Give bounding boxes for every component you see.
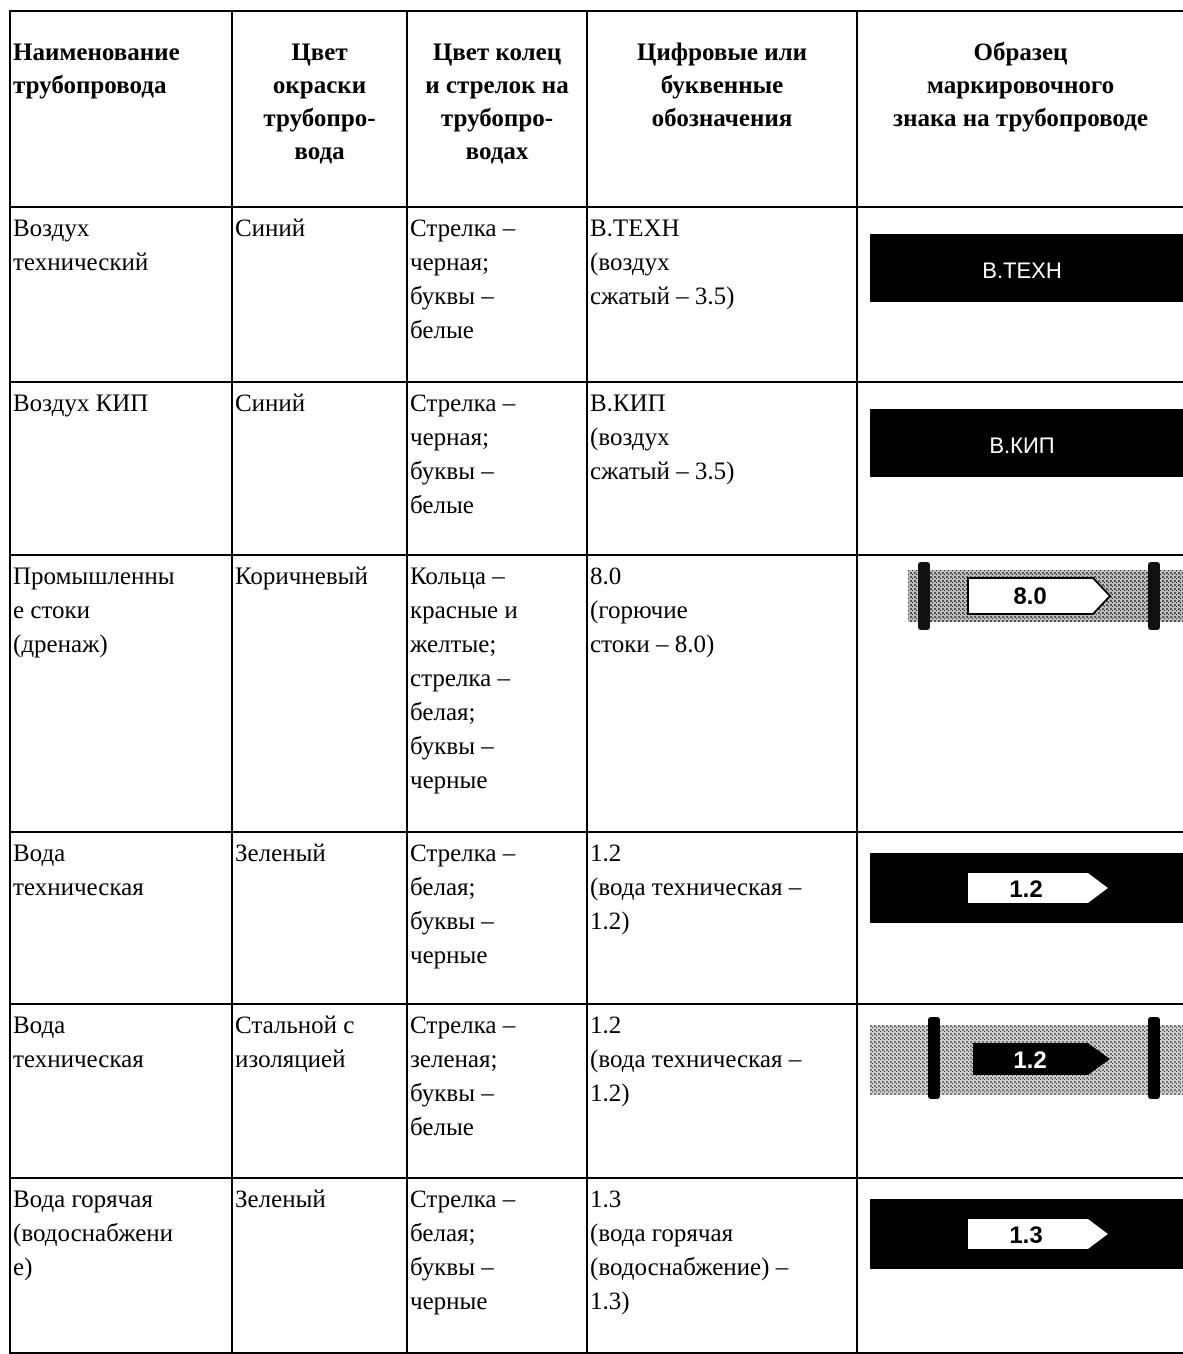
marking-sign-image [858, 1005, 1183, 1175]
pipeline-color: Стальной с изоляцией [232, 1004, 407, 1178]
sign-label: В.КИП [989, 433, 1055, 458]
designation: В.ТЕХН (воздух сжатый – 3.5) [587, 207, 857, 382]
rings-arrows-color: Стрелка – белая; буквы – черные [407, 1178, 587, 1353]
pipeline-name: Вода техническая [10, 832, 232, 1004]
sample-sign-cell [857, 1004, 1183, 1178]
table-row [10, 1004, 1183, 1178]
sign-label: 8.0 [1013, 583, 1047, 610]
table-row [10, 832, 1183, 1004]
rings-arrows-color: Стрелка – белая; буквы – черные [407, 832, 587, 1004]
pipeline-marking-table [9, 10, 1183, 1354]
column-header-name: Наименование трубопровода [10, 11, 232, 207]
header-row [10, 11, 1183, 207]
pipeline-color: Синий [232, 382, 407, 555]
pipeline-name: Воздух технический [10, 207, 232, 382]
pipeline-name: Вода горячая (водоснабжени е) [10, 1178, 232, 1353]
sign-label: 1.2 [1013, 1047, 1047, 1074]
marking-sign-image [858, 833, 1183, 1003]
table-row [10, 555, 1183, 832]
sign-label: В.ТЕХН [982, 258, 1062, 283]
table-row [10, 382, 1183, 555]
pipeline-color: Синий [232, 207, 407, 382]
column-header-rings: Цвет колец и стрелок на трубопро- водах [407, 11, 587, 207]
column-header-designation: Цифровые или буквенные обозначения [587, 11, 857, 207]
pipeline-color: Зеленый [232, 1178, 407, 1353]
pipeline-color: Зеленый [232, 832, 407, 1004]
designation: 8.0 (горючие стоки – 8.0) [587, 555, 857, 832]
marking-sign-image [858, 208, 1183, 378]
table-row [10, 207, 1183, 382]
sample-sign-cell [857, 555, 1183, 832]
designation: 1.2 (вода техническая – 1.2) [587, 1004, 857, 1178]
column-header-color: Цвет окраски трубопро- вода [232, 11, 407, 207]
marking-sign-image [858, 383, 1183, 553]
pipeline-name: Промышленны е стоки (дренаж) [10, 555, 232, 832]
rings-arrows-color: Кольца – красные и желтые; стрелка – белая; буквы – черные [407, 555, 587, 832]
designation: В.КИП (воздух сжатый – 3.5) [587, 382, 857, 555]
rings-arrows-color: Стрелка – черная; буквы – белые [407, 382, 587, 555]
pipeline-color: Коричневый [232, 555, 407, 832]
sample-sign-cell [857, 832, 1183, 1004]
marking-sign-image [858, 556, 1183, 656]
marking-sign-image [858, 1179, 1183, 1349]
pipeline-name: Воздух КИП [10, 382, 232, 555]
sample-sign-cell [857, 382, 1183, 555]
column-header-sample-sign: Образец маркировочного знака на трубопроводе [857, 11, 1183, 207]
rings-arrows-color: Стрелка – зеленая; буквы – белые [407, 1004, 587, 1178]
sign-label: 1.2 [1009, 876, 1043, 903]
rings-arrows-color: Стрелка – черная; буквы – белые [407, 207, 587, 382]
designation: 1.2 (вода техническая – 1.2) [587, 832, 857, 1004]
designation: 1.3 (вода горячая (водоснабжение) – 1.3) [587, 1178, 857, 1353]
sample-sign-cell [857, 207, 1183, 382]
sign-label: 1.3 [1009, 1222, 1043, 1249]
pipeline-name: Вода техническая [10, 1004, 232, 1178]
